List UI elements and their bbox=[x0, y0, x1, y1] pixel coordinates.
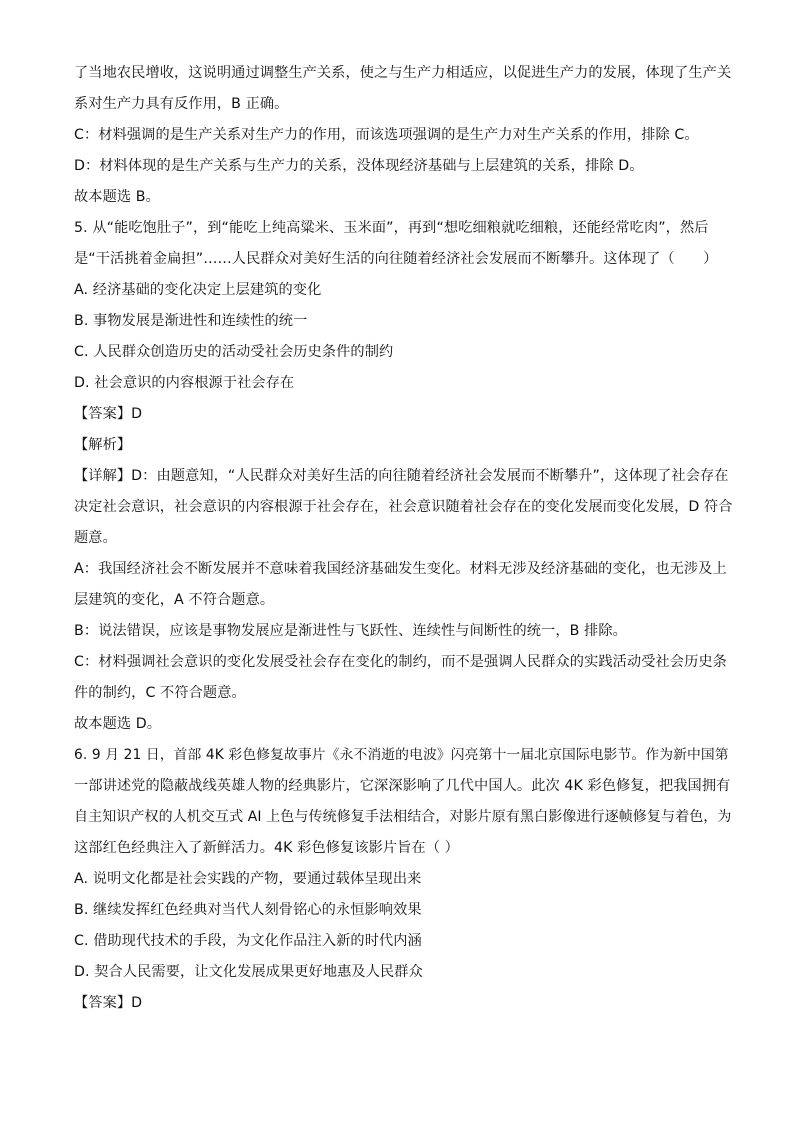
option-b: B. 继续发挥红色经典对当代人刻骨铭心的永恒影响效果 bbox=[74, 902, 422, 918]
option-d: D. 契合人民需要，让文化发展成果更好地惠及人民群众 bbox=[74, 964, 423, 980]
answer-label: 【答案】D bbox=[74, 406, 143, 422]
detail-text: C：材料强调社会意识的变化发展受社会存在变化的制约，而不是强调人民群众的实践活动受社会历史条 bbox=[74, 654, 727, 670]
option-b: B. 事物发展是渐进性和连续性的统一 bbox=[74, 313, 308, 329]
detail-text: 决定社会意识，社会意识的内容根源于社会存在，社会意识随着社会存在的变化发展而变化发展，D 符合 bbox=[74, 499, 733, 515]
text-line: 故本题选 B。 bbox=[74, 189, 160, 205]
question-6-stem: 6. 9 月 21 日，首部 4K 彩色修复故事片《永不消逝的电波》闪亮第十一届北京国际电影节。作为新中国第 bbox=[74, 747, 729, 763]
option-c: C. 人民群众创造历史的活动受社会历史条件的制约 bbox=[74, 344, 394, 360]
answer-label: 【答案】D bbox=[74, 995, 143, 1011]
text-line: C：材料强调的是生产关系对生产力的作用，而该选项强调的是生产力对生产关系的作用，排除 C。 bbox=[74, 127, 699, 143]
detail-text: B：说法错误，应该是事物发展应是渐进性与飞跃性、连续性与间断性的统一，B 排除。 bbox=[74, 623, 627, 639]
question-6-stem: 这部红色经典注入了新鲜活力。4K 彩色修复该影片旨在（ ） bbox=[74, 840, 459, 856]
question-6-stem: 一部讲述党的隐蔽战线英雄人物的经典影片，它深深影响了几代中国人。此次 4K 彩色修复，把我国拥有 bbox=[74, 778, 731, 794]
detail-text: 层建筑的变化，A 不符合题意。 bbox=[74, 592, 275, 608]
text-line: 了当地农民增收，这说明通过调整生产关系，使之与生产力相适应，以促进生产力的发展，体现了生产关 bbox=[74, 65, 732, 81]
detail-text: 题意。 bbox=[74, 530, 117, 546]
option-a: A. 说明文化都是社会实践的产物，要通过载体呈现出来 bbox=[74, 871, 422, 887]
detail-text: 【详解】D：由题意知，“人民群众对美好生活的向往随着经济社会发展而不断攀升”，这体现了社会存在 bbox=[74, 468, 729, 484]
question-5-stem: 是“干活挑着金扁担”……人民群众对美好生活的向往随着经济社会发展而不断攀升。这体现了（ ） bbox=[74, 251, 718, 267]
detail-text: A：我国经济社会不断发展并不意味着我国经济基础发生变化。材料无涉及经济基础的变化，也无涉及上 bbox=[74, 561, 727, 577]
detail-text: 件的制约，C 不符合题意。 bbox=[74, 685, 246, 701]
question-5-stem: 5. 从“能吃饱肚子”，到“能吃上纯高粱米、玉米面”，再到“想吃细粮就吃细粮，还能经常吃肉”，然后 bbox=[74, 220, 709, 236]
question-6-stem: 自主知识产权的人机交互式 AI 上色与传统修复手法相结合，对影片原有黑白影像进行逐帧修复与着色，为 bbox=[74, 809, 732, 825]
text-line: D：材料体现的是生产关系与生产力的关系，没体现经济基础与上层建筑的关系，排除 D。 bbox=[74, 158, 644, 174]
document-page bbox=[74, 58, 733, 1019]
option-c: C. 借助现代技术的手段，为文化作品注入新的时代内涵 bbox=[74, 933, 422, 949]
option-d: D. 社会意识的内容根源于社会存在 bbox=[74, 375, 295, 391]
text-line: 系对生产力具有反作用，B 正确。 bbox=[74, 96, 289, 112]
conclusion-text: 故本题选 D。 bbox=[74, 716, 162, 732]
analysis-label: 【解析】 bbox=[74, 437, 132, 453]
option-a: A. 经济基础的变化决定上层建筑的变化 bbox=[74, 282, 322, 298]
